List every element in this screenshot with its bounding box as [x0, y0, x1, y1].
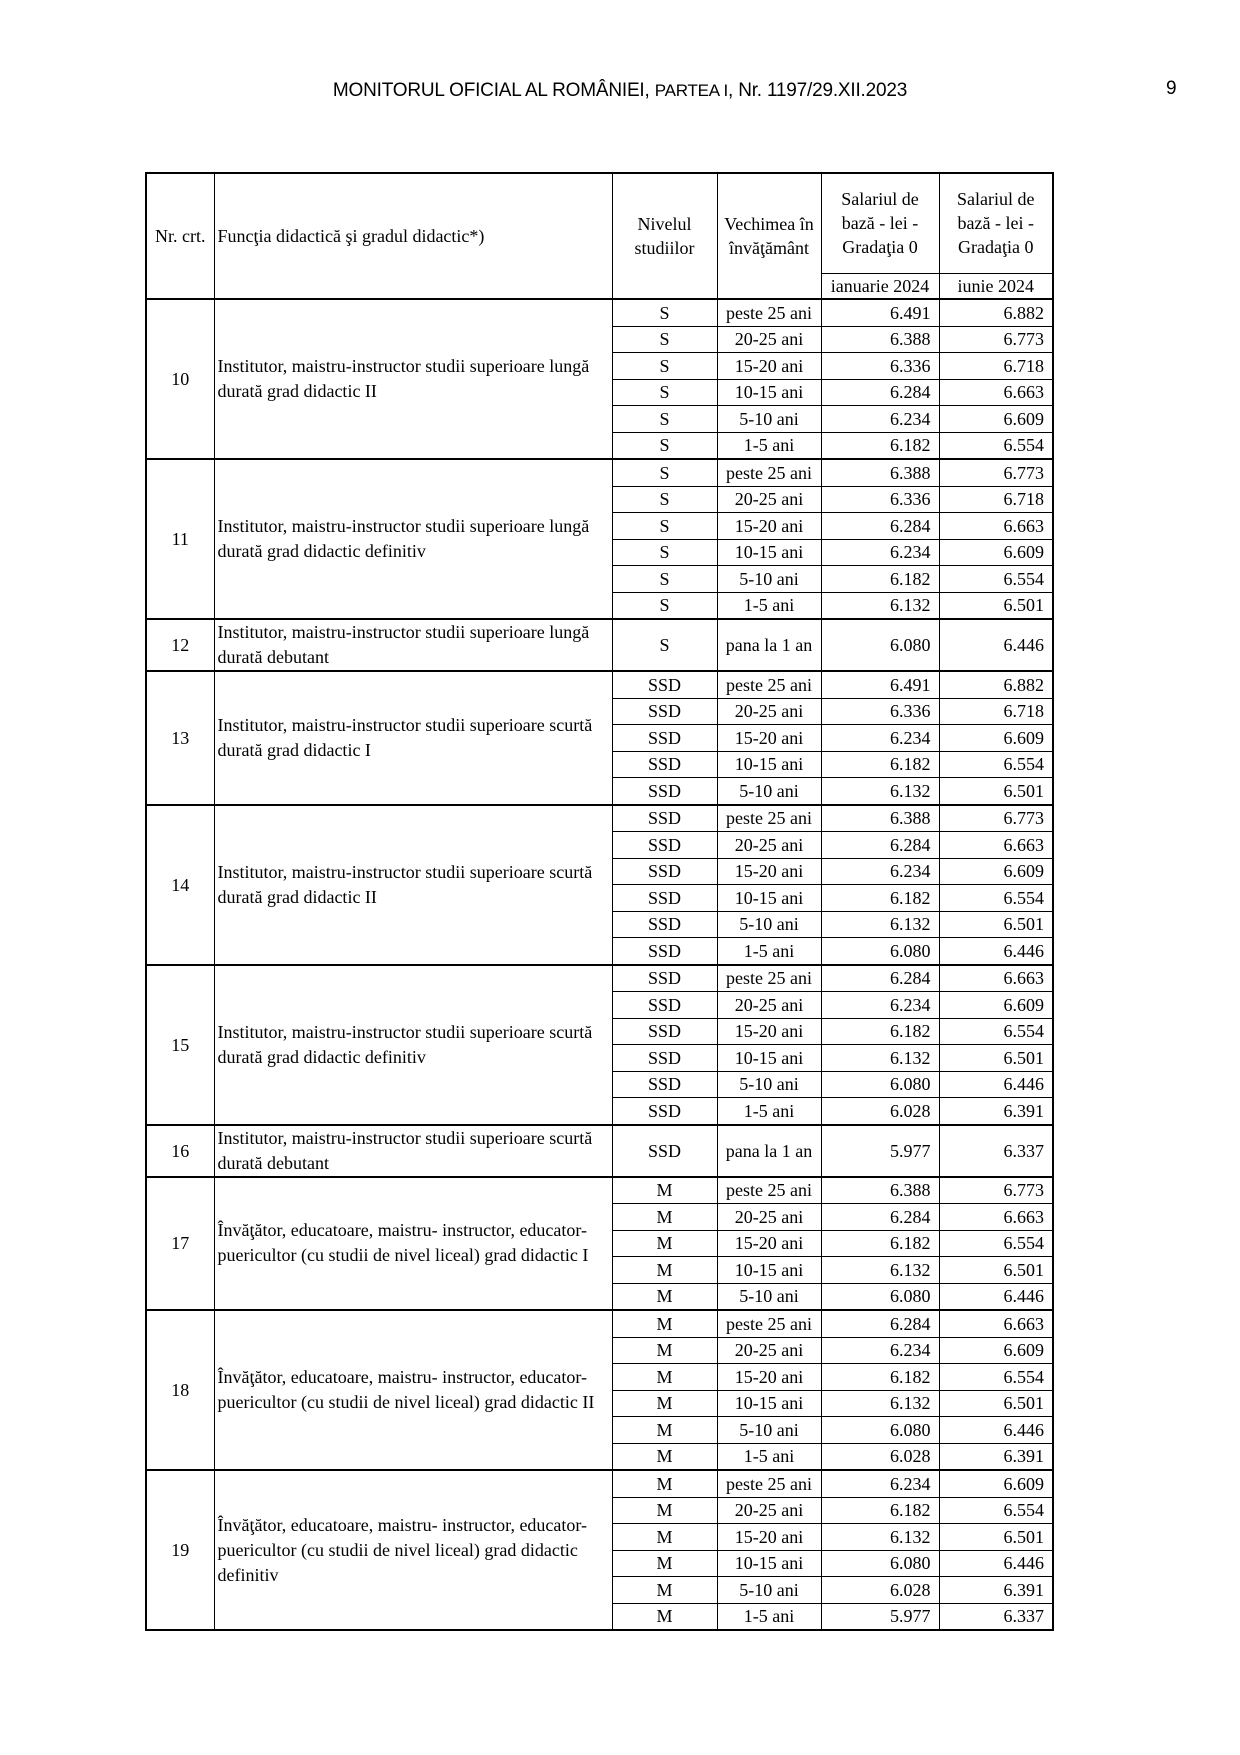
salary-june: 6.554 — [939, 751, 1053, 778]
study-level: S — [612, 486, 717, 513]
study-level: S — [612, 513, 717, 540]
seniority: peste 25 ani — [717, 459, 821, 486]
salary-june: 6.501 — [939, 592, 1053, 619]
study-level: S — [612, 566, 717, 593]
function-name: Institutor, maistru-instructor studii superioare lungă durată grad didactic II — [214, 299, 612, 459]
salary-june: 6.501 — [939, 778, 1053, 805]
table-body — [146, 299, 1053, 1630]
study-level: M — [612, 1337, 717, 1364]
study-level: M — [612, 1470, 717, 1497]
seniority: peste 25 ani — [717, 1470, 821, 1497]
salary-june: 6.609 — [939, 858, 1053, 885]
salary-january: 6.028 — [821, 1098, 939, 1125]
header-title-part: PARTEA I — [654, 81, 729, 100]
study-level: M — [612, 1230, 717, 1257]
seniority: 10-15 ani — [717, 379, 821, 406]
row-number: 12 — [146, 619, 214, 671]
study-level: SSD — [612, 725, 717, 752]
salary-january: 6.234 — [821, 406, 939, 433]
column-header-period-jan: ianuarie 2024 — [821, 273, 939, 299]
study-level: S — [612, 459, 717, 486]
function-name: Institutor, maistru-instructor studii superioare lungă durată debutant — [214, 619, 612, 671]
salary-january: 6.491 — [821, 299, 939, 326]
seniority: 1-5 ani — [717, 592, 821, 619]
salary-june: 6.391 — [939, 1443, 1053, 1470]
study-level: S — [612, 406, 717, 433]
salary-january: 6.080 — [821, 1417, 939, 1444]
seniority: 20-25 ani — [717, 326, 821, 353]
study-level: SSD — [612, 965, 717, 992]
study-level: M — [612, 1524, 717, 1551]
seniority: 15-20 ani — [717, 1364, 821, 1391]
salary-june: 6.554 — [939, 432, 1053, 459]
salary-january: 6.388 — [821, 326, 939, 353]
study-level: S — [612, 539, 717, 566]
salary-january: 6.182 — [821, 751, 939, 778]
seniority: 15-20 ani — [717, 353, 821, 380]
salary-january: 6.182 — [821, 566, 939, 593]
column-header-salary-jun: Salariul de bază - lei - Gradaţia 0 — [939, 173, 1053, 273]
salary-june: 6.337 — [939, 1603, 1053, 1630]
table-row — [146, 805, 1053, 832]
salary-january: 6.080 — [821, 1283, 939, 1310]
salary-june: 6.718 — [939, 486, 1053, 513]
salary-table — [145, 172, 1054, 1631]
salary-january: 6.028 — [821, 1443, 939, 1470]
row-number: 18 — [146, 1310, 214, 1470]
study-level: S — [612, 619, 717, 671]
study-level: SSD — [612, 751, 717, 778]
column-header-seniority: Vechimea în învăţământ — [717, 173, 821, 299]
seniority: 20-25 ani — [717, 698, 821, 725]
salary-january: 6.182 — [821, 432, 939, 459]
salary-january: 6.284 — [821, 1204, 939, 1231]
study-level: SSD — [612, 1125, 717, 1177]
row-number: 13 — [146, 671, 214, 805]
table-row — [146, 459, 1053, 486]
salary-january: 6.132 — [821, 1524, 939, 1551]
salary-june: 6.501 — [939, 1257, 1053, 1284]
salary-june: 6.446 — [939, 1550, 1053, 1577]
salary-june: 6.446 — [939, 1417, 1053, 1444]
salary-june: 6.501 — [939, 1524, 1053, 1551]
seniority: 15-20 ani — [717, 1230, 821, 1257]
seniority: 10-15 ani — [717, 1390, 821, 1417]
header-title-main: MONITORUL OFICIAL AL ROMÂNIEI, — [332, 80, 655, 101]
salary-june: 6.391 — [939, 1577, 1053, 1604]
study-level: M — [612, 1204, 717, 1231]
salary-june: 6.663 — [939, 1204, 1053, 1231]
study-level: M — [612, 1577, 717, 1604]
seniority: 1-5 ani — [717, 1098, 821, 1125]
seniority: 5-10 ani — [717, 1071, 821, 1098]
salary-june: 6.773 — [939, 1177, 1053, 1204]
salary-january: 6.080 — [821, 938, 939, 965]
salary-june: 6.609 — [939, 725, 1053, 752]
page-number: 9 — [1166, 78, 1177, 99]
function-name: Institutor, maistru-instructor studii superioare scurtă durată grad didactic definitiv — [214, 965, 612, 1125]
study-level: S — [612, 432, 717, 459]
salary-june: 6.773 — [939, 326, 1053, 353]
table-row — [146, 299, 1053, 326]
salary-january: 6.080 — [821, 619, 939, 671]
salary-june: 6.391 — [939, 1098, 1053, 1125]
salary-january: 6.284 — [821, 379, 939, 406]
column-header-salary-jan: Salariul de bază - lei - Gradaţia 0 — [821, 173, 939, 273]
row-number: 11 — [146, 459, 214, 619]
salary-january: 6.182 — [821, 885, 939, 912]
table-row — [146, 671, 1053, 698]
salary-january: 6.491 — [821, 671, 939, 698]
salary-january: 6.182 — [821, 1364, 939, 1391]
seniority: 5-10 ani — [717, 778, 821, 805]
study-level: M — [612, 1283, 717, 1310]
function-name: Institutor, maistru-instructor studii superioare lungă durată grad didactic definitiv — [214, 459, 612, 619]
salary-january: 5.977 — [821, 1125, 939, 1177]
seniority: 10-15 ani — [717, 885, 821, 912]
seniority: 20-25 ani — [717, 832, 821, 859]
study-level: S — [612, 353, 717, 380]
salary-june: 6.501 — [939, 911, 1053, 938]
study-level: SSD — [612, 992, 717, 1019]
seniority: peste 25 ani — [717, 299, 821, 326]
salary-june: 6.663 — [939, 379, 1053, 406]
page-header — [0, 80, 1240, 102]
salary-january: 6.284 — [821, 832, 939, 859]
seniority: peste 25 ani — [717, 1177, 821, 1204]
salary-june: 6.609 — [939, 1337, 1053, 1364]
seniority: 1-5 ani — [717, 1603, 821, 1630]
seniority: 20-25 ani — [717, 1497, 821, 1524]
study-level: M — [612, 1417, 717, 1444]
column-header-period-jun: iunie 2024 — [939, 273, 1053, 299]
row-number: 14 — [146, 805, 214, 965]
seniority: 1-5 ani — [717, 1443, 821, 1470]
seniority: 20-25 ani — [717, 486, 821, 513]
study-level: SSD — [612, 858, 717, 885]
seniority: 15-20 ani — [717, 513, 821, 540]
seniority: 15-20 ani — [717, 1524, 821, 1551]
study-level: SSD — [612, 885, 717, 912]
seniority: 10-15 ani — [717, 1550, 821, 1577]
salary-january: 6.132 — [821, 778, 939, 805]
seniority: 10-15 ani — [717, 1257, 821, 1284]
row-number: 17 — [146, 1177, 214, 1311]
study-level: S — [612, 299, 717, 326]
salary-january: 6.284 — [821, 965, 939, 992]
study-level: M — [612, 1310, 717, 1337]
salary-june: 6.882 — [939, 671, 1053, 698]
salary-january: 6.182 — [821, 1497, 939, 1524]
table-row — [146, 1470, 1053, 1497]
function-name: Institutor, maistru-instructor studii superioare scurtă durată debutant — [214, 1125, 612, 1177]
study-level: S — [612, 326, 717, 353]
seniority: 15-20 ani — [717, 858, 821, 885]
salary-january: 6.182 — [821, 1018, 939, 1045]
seniority: 1-5 ani — [717, 938, 821, 965]
salary-june: 6.446 — [939, 1283, 1053, 1310]
salary-january: 6.388 — [821, 805, 939, 832]
study-level: SSD — [612, 911, 717, 938]
salary-june: 6.609 — [939, 406, 1053, 433]
salary-january: 6.234 — [821, 539, 939, 566]
salary-january: 6.132 — [821, 1045, 939, 1072]
study-level: SSD — [612, 832, 717, 859]
seniority: 10-15 ani — [717, 539, 821, 566]
function-name: Învăţător, educatoare, maistru- instructor, educator-puericultor (cu studii de nivel liceal) grad didactic I — [214, 1177, 612, 1311]
salary-june: 6.663 — [939, 1310, 1053, 1337]
seniority: 5-10 ani — [717, 1283, 821, 1310]
salary-january: 6.080 — [821, 1071, 939, 1098]
seniority: peste 25 ani — [717, 671, 821, 698]
seniority: 10-15 ani — [717, 1045, 821, 1072]
seniority: 20-25 ani — [717, 1337, 821, 1364]
salary-january: 6.182 — [821, 1230, 939, 1257]
salary-january: 6.336 — [821, 486, 939, 513]
salary-january: 6.336 — [821, 698, 939, 725]
salary-june: 6.501 — [939, 1045, 1053, 1072]
study-level: SSD — [612, 1045, 717, 1072]
salary-june: 6.337 — [939, 1125, 1053, 1177]
salary-january: 6.388 — [821, 459, 939, 486]
seniority: 5-10 ani — [717, 1577, 821, 1604]
study-level: SSD — [612, 1018, 717, 1045]
seniority: peste 25 ani — [717, 1310, 821, 1337]
salary-june: 6.718 — [939, 698, 1053, 725]
salary-january: 6.234 — [821, 1337, 939, 1364]
table-row — [146, 1125, 1053, 1177]
seniority: 15-20 ani — [717, 725, 821, 752]
salary-june: 6.609 — [939, 539, 1053, 566]
salary-june: 6.446 — [939, 1071, 1053, 1098]
study-level: M — [612, 1257, 717, 1284]
study-level: SSD — [612, 698, 717, 725]
salary-june: 6.663 — [939, 832, 1053, 859]
salary-june: 6.773 — [939, 805, 1053, 832]
salary-january: 6.336 — [821, 353, 939, 380]
study-level: SSD — [612, 1071, 717, 1098]
salary-january: 6.080 — [821, 1550, 939, 1577]
salary-january: 6.028 — [821, 1577, 939, 1604]
seniority: 5-10 ani — [717, 1417, 821, 1444]
seniority: 20-25 ani — [717, 1204, 821, 1231]
salary-january: 6.388 — [821, 1177, 939, 1204]
study-level: M — [612, 1550, 717, 1577]
seniority: pana la 1 an — [717, 1125, 821, 1177]
salary-january: 5.977 — [821, 1603, 939, 1630]
study-level: M — [612, 1443, 717, 1470]
salary-june: 6.554 — [939, 1018, 1053, 1045]
row-number: 10 — [146, 299, 214, 459]
table-row — [146, 965, 1053, 992]
seniority: 5-10 ani — [717, 406, 821, 433]
salary-june: 6.554 — [939, 885, 1053, 912]
table-row — [146, 1310, 1053, 1337]
salary-june: 6.882 — [939, 299, 1053, 326]
salary-january: 6.132 — [821, 592, 939, 619]
study-level: SSD — [612, 938, 717, 965]
study-level: M — [612, 1364, 717, 1391]
column-header-function: Funcţia didactică şi gradul didactic*) — [214, 173, 612, 299]
seniority: peste 25 ani — [717, 965, 821, 992]
salary-june: 6.663 — [939, 965, 1053, 992]
salary-june: 6.554 — [939, 1497, 1053, 1524]
salary-june: 6.663 — [939, 513, 1053, 540]
study-level: SSD — [612, 1098, 717, 1125]
study-level: SSD — [612, 805, 717, 832]
seniority: 1-5 ani — [717, 432, 821, 459]
salary-june: 6.718 — [939, 353, 1053, 380]
salary-january: 6.234 — [821, 725, 939, 752]
salary-january: 6.234 — [821, 1470, 939, 1497]
header-title-issue: , Nr. 1197/29.XII.2023 — [728, 80, 908, 101]
salary-january: 6.132 — [821, 911, 939, 938]
column-header-level: Nivelul studiilor — [612, 173, 717, 299]
seniority: 15-20 ani — [717, 1018, 821, 1045]
study-level: S — [612, 379, 717, 406]
study-level: SSD — [612, 671, 717, 698]
salary-january: 6.132 — [821, 1257, 939, 1284]
table-row — [146, 619, 1053, 671]
study-level: M — [612, 1390, 717, 1417]
salary-june: 6.773 — [939, 459, 1053, 486]
seniority: peste 25 ani — [717, 805, 821, 832]
salary-june: 6.554 — [939, 1230, 1053, 1257]
study-level: M — [612, 1497, 717, 1524]
row-number: 19 — [146, 1470, 214, 1630]
salary-june: 6.554 — [939, 1364, 1053, 1391]
column-header-nr: Nr. crt. — [146, 173, 214, 299]
seniority: pana la 1 an — [717, 619, 821, 671]
study-level: M — [612, 1177, 717, 1204]
table-row — [146, 1177, 1053, 1204]
study-level: SSD — [612, 778, 717, 805]
salary-june: 6.609 — [939, 992, 1053, 1019]
salary-january: 6.234 — [821, 992, 939, 1019]
function-name: Învăţător, educatoare, maistru- instructor, educator-puericultor (cu studii de nivel liceal) grad didactic II — [214, 1310, 612, 1470]
salary-january: 6.132 — [821, 1390, 939, 1417]
row-number: 15 — [146, 965, 214, 1125]
salary-january: 6.284 — [821, 1310, 939, 1337]
seniority: 20-25 ani — [717, 992, 821, 1019]
salary-june: 6.609 — [939, 1470, 1053, 1497]
salary-january: 6.284 — [821, 513, 939, 540]
salary-june: 6.554 — [939, 566, 1053, 593]
salary-june: 6.446 — [939, 938, 1053, 965]
function-name: Institutor, maistru-instructor studii superioare scurtă durată grad didactic II — [214, 805, 612, 965]
function-name: Învăţător, educatoare, maistru- instructor, educator-puericultor (cu studii de nivel liceal) grad didactic definitiv — [214, 1470, 612, 1630]
function-name: Institutor, maistru-instructor studii superioare scurtă durată grad didactic I — [214, 671, 612, 805]
seniority: 10-15 ani — [717, 751, 821, 778]
study-level: M — [612, 1603, 717, 1630]
row-number: 16 — [146, 1125, 214, 1177]
seniority: 5-10 ani — [717, 911, 821, 938]
seniority: 5-10 ani — [717, 566, 821, 593]
salary-june: 6.446 — [939, 619, 1053, 671]
salary-june: 6.501 — [939, 1390, 1053, 1417]
study-level: S — [612, 592, 717, 619]
salary-january: 6.234 — [821, 858, 939, 885]
